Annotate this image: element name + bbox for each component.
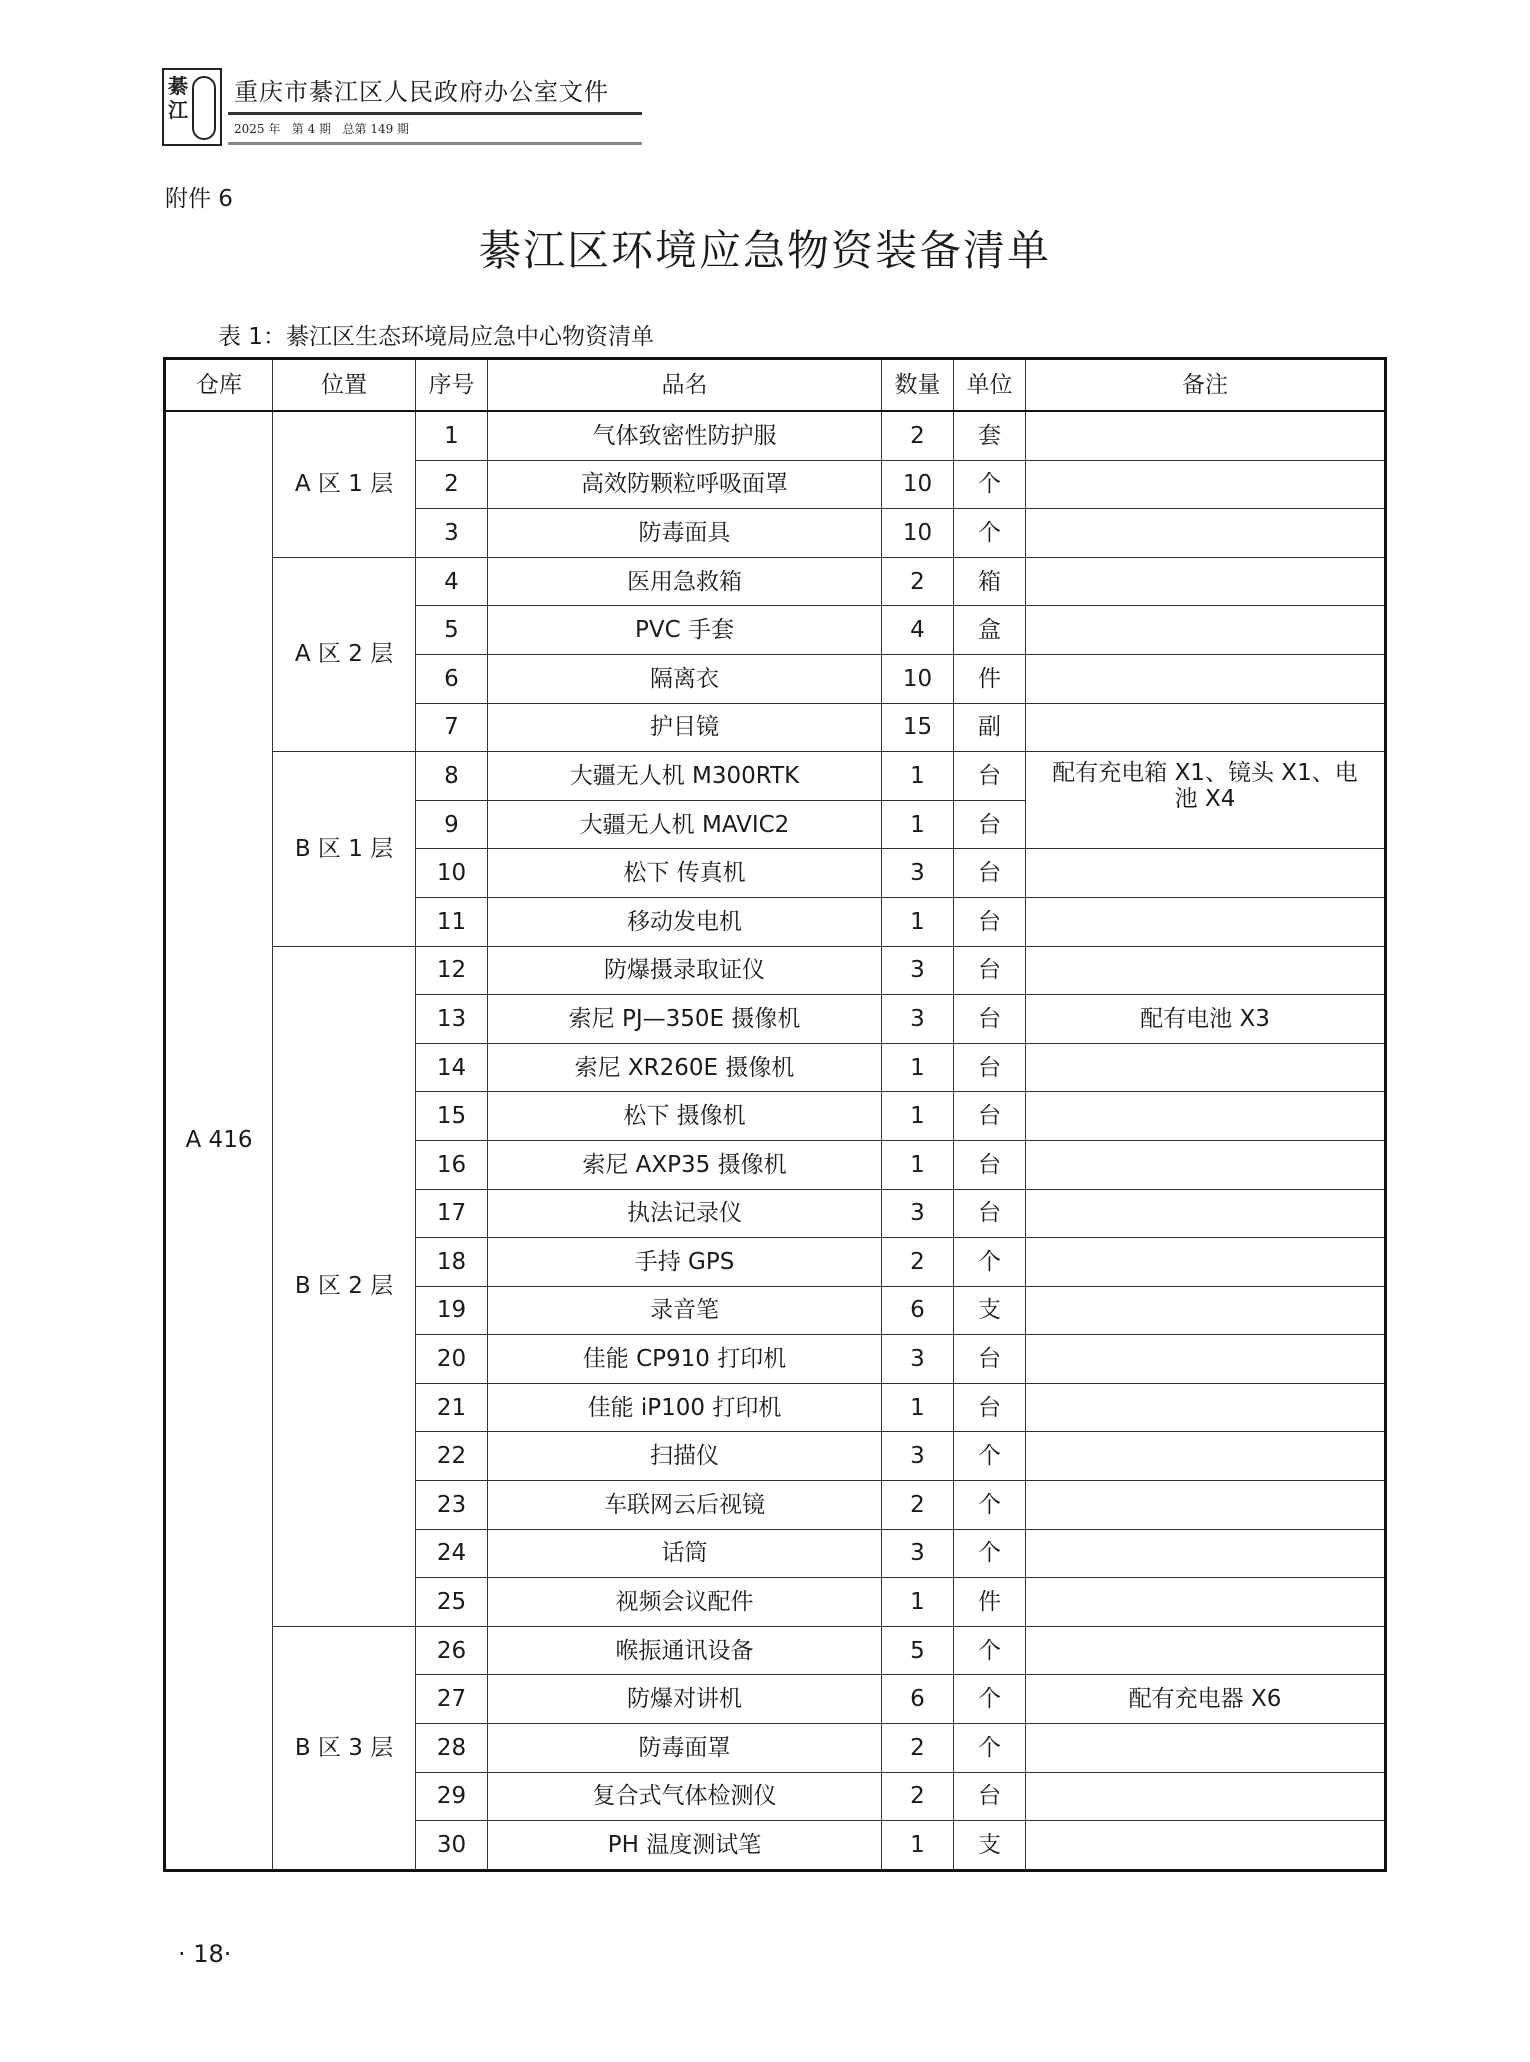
location-cell: B 区 3 层 — [273, 1626, 416, 1870]
seq-cell: 11 — [416, 897, 488, 946]
item-name-cell: 高效防颗粒呼吸面罩 — [488, 460, 882, 509]
item-name-cell: 佳能 iP100 打印机 — [488, 1383, 882, 1432]
item-name-cell: 防爆对讲机 — [488, 1675, 882, 1724]
item-name-cell: 防毒面具 — [488, 509, 882, 558]
column-header: 仓库 — [165, 359, 273, 412]
quantity-cell: 2 — [882, 1238, 954, 1287]
remark-cell — [1026, 1772, 1386, 1821]
item-name-cell: 隔离衣 — [488, 654, 882, 703]
quantity-cell: 3 — [882, 995, 954, 1044]
unit-cell: 个 — [954, 509, 1026, 558]
unit-cell: 台 — [954, 897, 1026, 946]
remark-cell — [1026, 1238, 1386, 1287]
quantity-cell: 1 — [882, 752, 954, 801]
remark-cell — [1026, 1092, 1386, 1141]
unit-cell: 个 — [954, 1724, 1026, 1773]
document-header — [162, 68, 642, 146]
quantity-cell: 3 — [882, 1432, 954, 1481]
remark-cell — [1026, 1821, 1386, 1871]
quantity-cell: 6 — [882, 1675, 954, 1724]
column-header: 序号 — [416, 359, 488, 412]
seq-cell: 28 — [416, 1724, 488, 1773]
item-name-cell: 车联网云后视镜 — [488, 1481, 882, 1530]
item-name-cell: 气体致密性防护服 — [488, 411, 882, 460]
unit-cell: 套 — [954, 411, 1026, 460]
unit-cell: 台 — [954, 1140, 1026, 1189]
quantity-cell: 4 — [882, 606, 954, 655]
quantity-cell: 15 — [882, 703, 954, 752]
remark-cell — [1026, 557, 1386, 606]
remark-cell: 配有电池 X3 — [1026, 995, 1386, 1044]
publication-logo — [162, 68, 222, 146]
quantity-cell: 1 — [882, 897, 954, 946]
item-name-cell: 话筒 — [488, 1529, 882, 1578]
remark-cell — [1026, 654, 1386, 703]
unit-cell: 台 — [954, 995, 1026, 1044]
quantity-cell: 3 — [882, 1529, 954, 1578]
quantity-cell: 3 — [882, 849, 954, 898]
table-row — [165, 752, 1386, 801]
unit-cell: 台 — [954, 1383, 1026, 1432]
seq-cell: 8 — [416, 752, 488, 801]
remark-cell — [1026, 1578, 1386, 1627]
unit-cell: 个 — [954, 1238, 1026, 1287]
unit-cell: 支 — [954, 1286, 1026, 1335]
remark-cell — [1026, 411, 1386, 460]
quantity-cell: 1 — [882, 1092, 954, 1141]
unit-cell: 台 — [954, 1043, 1026, 1092]
unit-cell: 台 — [954, 849, 1026, 898]
quantity-cell: 1 — [882, 1043, 954, 1092]
seq-cell: 19 — [416, 1286, 488, 1335]
column-header: 单位 — [954, 359, 1026, 412]
remark-cell — [1026, 509, 1386, 558]
seq-cell: 10 — [416, 849, 488, 898]
document-title: 綦江区环境应急物资装备清单 — [478, 226, 1051, 275]
seq-cell: 22 — [416, 1432, 488, 1481]
item-name-cell: 视频会议配件 — [488, 1578, 882, 1627]
seq-cell: 24 — [416, 1529, 488, 1578]
unit-cell: 台 — [954, 1189, 1026, 1238]
unit-cell: 支 — [954, 1821, 1026, 1871]
table-row — [165, 411, 1386, 460]
item-name-cell: 索尼 PJ—350E 摄像机 — [488, 995, 882, 1044]
attachment-label: 附件 6 — [165, 186, 233, 212]
unit-cell: 个 — [954, 1675, 1026, 1724]
seq-cell: 18 — [416, 1238, 488, 1287]
location-cell: A 区 2 层 — [273, 557, 416, 751]
seq-cell: 23 — [416, 1481, 488, 1530]
header-rule — [228, 112, 642, 115]
seq-cell: 3 — [416, 509, 488, 558]
item-name-cell: 手持 GPS — [488, 1238, 882, 1287]
seq-cell: 20 — [416, 1335, 488, 1384]
unit-cell: 件 — [954, 654, 1026, 703]
item-name-cell: 防爆摄录取证仪 — [488, 946, 882, 995]
quantity-cell: 1 — [882, 1383, 954, 1432]
item-name-cell: 执法记录仪 — [488, 1189, 882, 1238]
quantity-cell: 10 — [882, 509, 954, 558]
unit-cell: 台 — [954, 1772, 1026, 1821]
quantity-cell: 3 — [882, 946, 954, 995]
quantity-cell: 1 — [882, 800, 954, 849]
seq-cell: 25 — [416, 1578, 488, 1627]
remark-cell — [1026, 1189, 1386, 1238]
quantity-cell: 1 — [882, 1578, 954, 1627]
quantity-cell: 6 — [882, 1286, 954, 1335]
quantity-cell: 1 — [882, 1140, 954, 1189]
remark-cell — [1026, 460, 1386, 509]
unit-cell: 个 — [954, 1626, 1026, 1675]
item-name-cell: 复合式气体检测仪 — [488, 1772, 882, 1821]
item-name-cell: 移动发电机 — [488, 897, 882, 946]
remark-cell — [1026, 1335, 1386, 1384]
logo-text: 綦江 — [168, 74, 188, 122]
page-number: · 18· — [178, 1940, 232, 1968]
seq-cell: 16 — [416, 1140, 488, 1189]
remark-cell — [1026, 703, 1386, 752]
remark-cell — [1026, 1724, 1386, 1773]
remark-cell — [1026, 606, 1386, 655]
quantity-cell: 3 — [882, 1189, 954, 1238]
seq-cell: 5 — [416, 606, 488, 655]
item-name-cell: 录音笔 — [488, 1286, 882, 1335]
header-rule-bottom — [228, 142, 642, 145]
quantity-cell: 2 — [882, 557, 954, 606]
column-header: 品名 — [488, 359, 882, 412]
quantity-cell: 1 — [882, 1821, 954, 1871]
location-cell: B 区 1 层 — [273, 752, 416, 946]
remark-cell — [1026, 849, 1386, 898]
seq-cell: 2 — [416, 460, 488, 509]
quantity-cell: 10 — [882, 460, 954, 509]
item-name-cell: 佳能 CP910 打印机 — [488, 1335, 882, 1384]
unit-cell: 件 — [954, 1578, 1026, 1627]
location-cell: A 区 1 层 — [273, 411, 416, 557]
remark-cell — [1026, 1286, 1386, 1335]
remark-cell: 配有充电器 X6 — [1026, 1675, 1386, 1724]
remark-cell — [1026, 1140, 1386, 1189]
seq-cell: 1 — [416, 411, 488, 460]
seq-cell: 13 — [416, 995, 488, 1044]
unit-cell: 台 — [954, 752, 1026, 801]
table-caption: 表 1：綦江区生态环境局应急中心物资清单 — [218, 324, 654, 350]
seq-cell: 12 — [416, 946, 488, 995]
remark-cell — [1026, 1043, 1386, 1092]
item-name-cell: 大疆无人机 MAVIC2 — [488, 800, 882, 849]
issue-info: 2025 年 第 4 期 总第 149 期 — [234, 122, 410, 136]
unit-cell: 箱 — [954, 557, 1026, 606]
location-cell: B 区 2 层 — [273, 946, 416, 1626]
seq-cell: 7 — [416, 703, 488, 752]
seq-cell: 27 — [416, 1675, 488, 1724]
inventory-table — [163, 357, 1387, 1872]
remark-cell — [1026, 1529, 1386, 1578]
seq-cell: 15 — [416, 1092, 488, 1141]
remark-cell — [1026, 897, 1386, 946]
item-name-cell: PVC 手套 — [488, 606, 882, 655]
item-name-cell: 扫描仪 — [488, 1432, 882, 1481]
unit-cell: 个 — [954, 1481, 1026, 1530]
seq-cell: 14 — [416, 1043, 488, 1092]
item-name-cell: 护目镜 — [488, 703, 882, 752]
seq-cell: 4 — [416, 557, 488, 606]
item-name-cell: 索尼 AXP35 摄像机 — [488, 1140, 882, 1189]
unit-cell: 个 — [954, 1432, 1026, 1481]
column-header: 位置 — [273, 359, 416, 412]
item-name-cell: 松下 摄像机 — [488, 1092, 882, 1141]
table-row — [165, 557, 1386, 606]
publication-title: 重庆市綦江区人民政府办公室文件 — [234, 78, 609, 106]
remark-cell: 配有充电箱 X1、镜头 X1、电 池 X4 — [1026, 752, 1386, 849]
quantity-cell: 3 — [882, 1335, 954, 1384]
remark-cell — [1026, 946, 1386, 995]
item-name-cell: PH 温度测试笔 — [488, 1821, 882, 1871]
quantity-cell: 2 — [882, 1724, 954, 1773]
seq-cell: 17 — [416, 1189, 488, 1238]
seq-cell: 6 — [416, 654, 488, 703]
item-name-cell: 大疆无人机 M300RTK — [488, 752, 882, 801]
unit-cell: 副 — [954, 703, 1026, 752]
unit-cell: 台 — [954, 946, 1026, 995]
logo-seal-icon — [192, 76, 216, 140]
seq-cell: 9 — [416, 800, 488, 849]
table-row — [165, 946, 1386, 995]
quantity-cell: 2 — [882, 411, 954, 460]
remark-cell — [1026, 1432, 1386, 1481]
quantity-cell: 5 — [882, 1626, 954, 1675]
table-header-row — [165, 359, 1386, 412]
seq-cell: 29 — [416, 1772, 488, 1821]
quantity-cell: 2 — [882, 1772, 954, 1821]
unit-cell: 个 — [954, 460, 1026, 509]
item-name-cell: 医用急救箱 — [488, 557, 882, 606]
column-header: 数量 — [882, 359, 954, 412]
quantity-cell: 10 — [882, 654, 954, 703]
seq-cell: 26 — [416, 1626, 488, 1675]
unit-cell: 台 — [954, 1092, 1026, 1141]
unit-cell: 个 — [954, 1529, 1026, 1578]
remark-cell — [1026, 1626, 1386, 1675]
remark-cell — [1026, 1481, 1386, 1530]
item-name-cell: 喉振通讯设备 — [488, 1626, 882, 1675]
item-name-cell: 松下 传真机 — [488, 849, 882, 898]
item-name-cell: 防毒面罩 — [488, 1724, 882, 1773]
column-header: 备注 — [1026, 359, 1386, 412]
seq-cell: 21 — [416, 1383, 488, 1432]
warehouse-cell: A 416 — [165, 411, 273, 1870]
item-name-cell: 索尼 XR260E 摄像机 — [488, 1043, 882, 1092]
unit-cell: 台 — [954, 1335, 1026, 1384]
remark-cell — [1026, 1383, 1386, 1432]
quantity-cell: 2 — [882, 1481, 954, 1530]
unit-cell: 台 — [954, 800, 1026, 849]
seq-cell: 30 — [416, 1821, 488, 1871]
unit-cell: 盒 — [954, 606, 1026, 655]
table-row — [165, 1626, 1386, 1675]
